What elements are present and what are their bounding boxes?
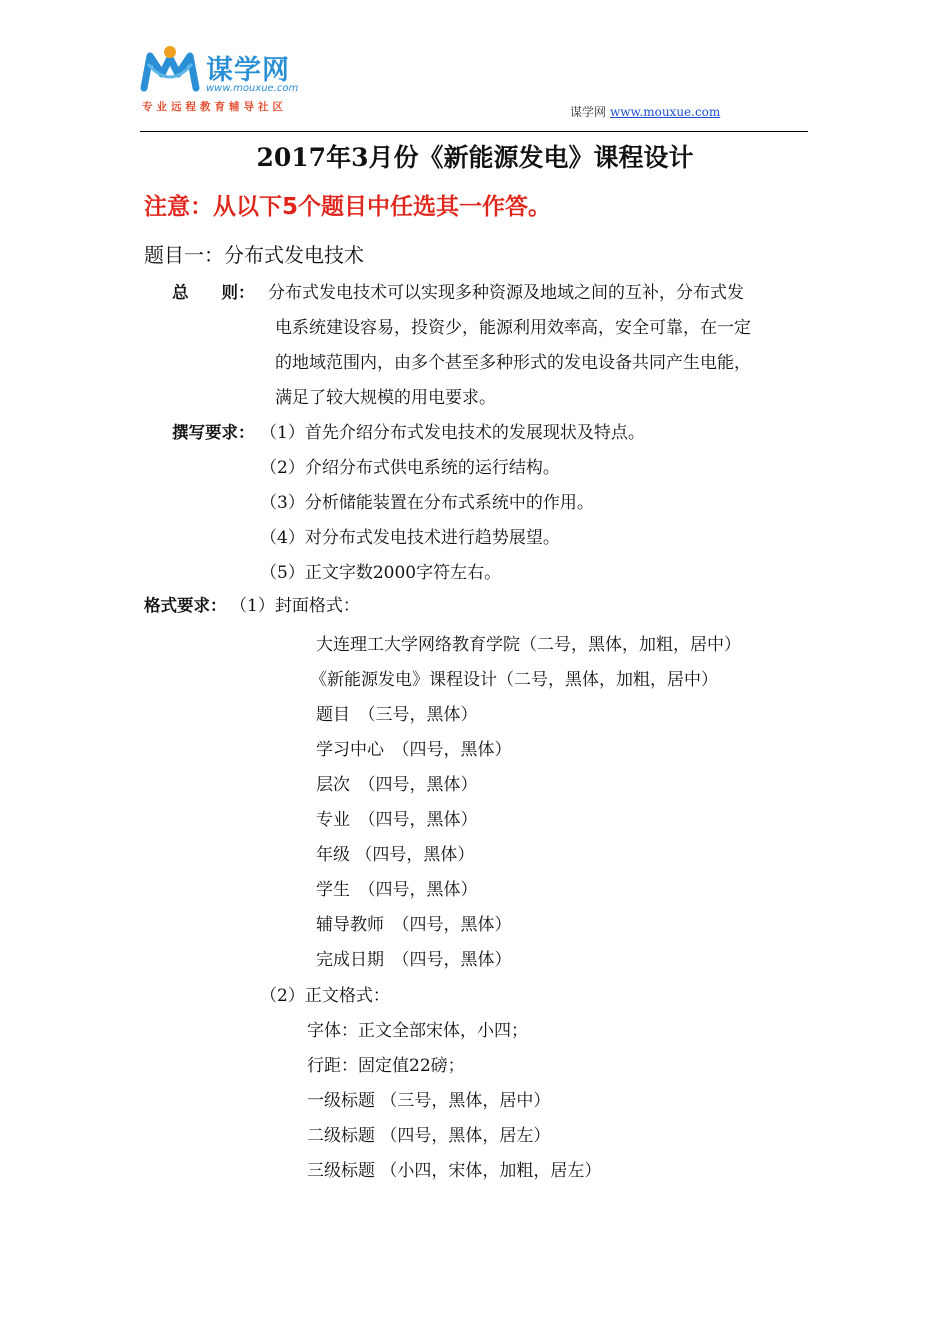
cover-format-heading: （1）封面格式： bbox=[230, 596, 360, 616]
header-site-name: 谋学网 bbox=[570, 105, 607, 119]
header-divider bbox=[140, 131, 808, 132]
format-label: 格式要求： bbox=[144, 596, 227, 615]
general-label: 总 则： bbox=[172, 283, 255, 302]
logo-url: www.mouxue.com bbox=[206, 83, 299, 94]
cover-item: 层次 （四号，黑体） bbox=[316, 775, 478, 795]
writing-item: （4）对分布式发电技术进行趋势展望。 bbox=[260, 528, 560, 548]
logo-m-icon bbox=[140, 44, 200, 94]
body-item: 行距：固定值22磅； bbox=[307, 1056, 465, 1076]
cover-item: 《新能源发电》课程设计（二号，黑体，加粗，居中） bbox=[310, 670, 718, 690]
document-title: 2017年3月份《新能源发电》课程设计 bbox=[256, 143, 694, 172]
cover-item: 学生 （四号，黑体） bbox=[316, 880, 478, 900]
cover-item: 大连理工大学网络教育学院（二号，黑体，加粗，居中） bbox=[316, 635, 741, 655]
general-line: 分布式发电技术可以实现多种资源及地域之间的互补，分布式发 bbox=[268, 283, 744, 303]
header-site-link[interactable]: www.mouxue.com bbox=[610, 105, 721, 119]
cover-item: 年级 （四号，黑体） bbox=[316, 845, 475, 865]
writing-label: 撰写要求： bbox=[172, 423, 255, 442]
cover-item: 辅导教师 （四号，黑体） bbox=[316, 915, 512, 935]
cover-item: 题目 （三号，黑体） bbox=[316, 705, 478, 725]
body-item: 二级标题 （四号，黑体，居左） bbox=[307, 1126, 551, 1146]
topic-heading: 题目一：分布式发电技术 bbox=[144, 243, 364, 267]
writing-item: （3）分析储能装置在分布式系统中的作用。 bbox=[260, 493, 594, 513]
cover-item: 完成日期 （四号，黑体） bbox=[316, 950, 512, 970]
writing-item: （5）正文字数2000字符左右。 bbox=[260, 563, 502, 583]
writing-item: （1）首先介绍分布式发电技术的发展现状及特点。 bbox=[260, 423, 645, 443]
header-site-reference bbox=[570, 103, 720, 120]
cover-item: 专业 （四号，黑体） bbox=[316, 810, 478, 830]
notice-text: 注意：从以下5个题目中任选其一作答。 bbox=[144, 194, 552, 220]
cover-item: 学习中心 （四号，黑体） bbox=[316, 740, 512, 760]
general-line: 的地域范围内，由多个甚至多种形式的发电设备共同产生电能， bbox=[275, 353, 751, 373]
logo-text: 谋学网 bbox=[206, 55, 290, 86]
logo-slogan: 专业远程教育辅导社区 bbox=[142, 101, 287, 113]
body-format-heading: （2）正文格式： bbox=[260, 986, 390, 1006]
general-line: 满足了较大规模的用电要求。 bbox=[275, 388, 496, 408]
writing-item: （2）介绍分布式供电系统的运行结构。 bbox=[260, 458, 560, 478]
body-item: 三级标题 （小四，宋体，加粗，居左） bbox=[307, 1161, 602, 1181]
body-item: 字体：正文全部宋体，小四； bbox=[307, 1021, 528, 1041]
site-logo[interactable] bbox=[140, 44, 340, 116]
body-item: 一级标题 （三号，黑体，居中） bbox=[307, 1091, 551, 1111]
general-line: 电系统建设容易，投资少，能源利用效率高，安全可靠，在一定 bbox=[275, 318, 751, 338]
